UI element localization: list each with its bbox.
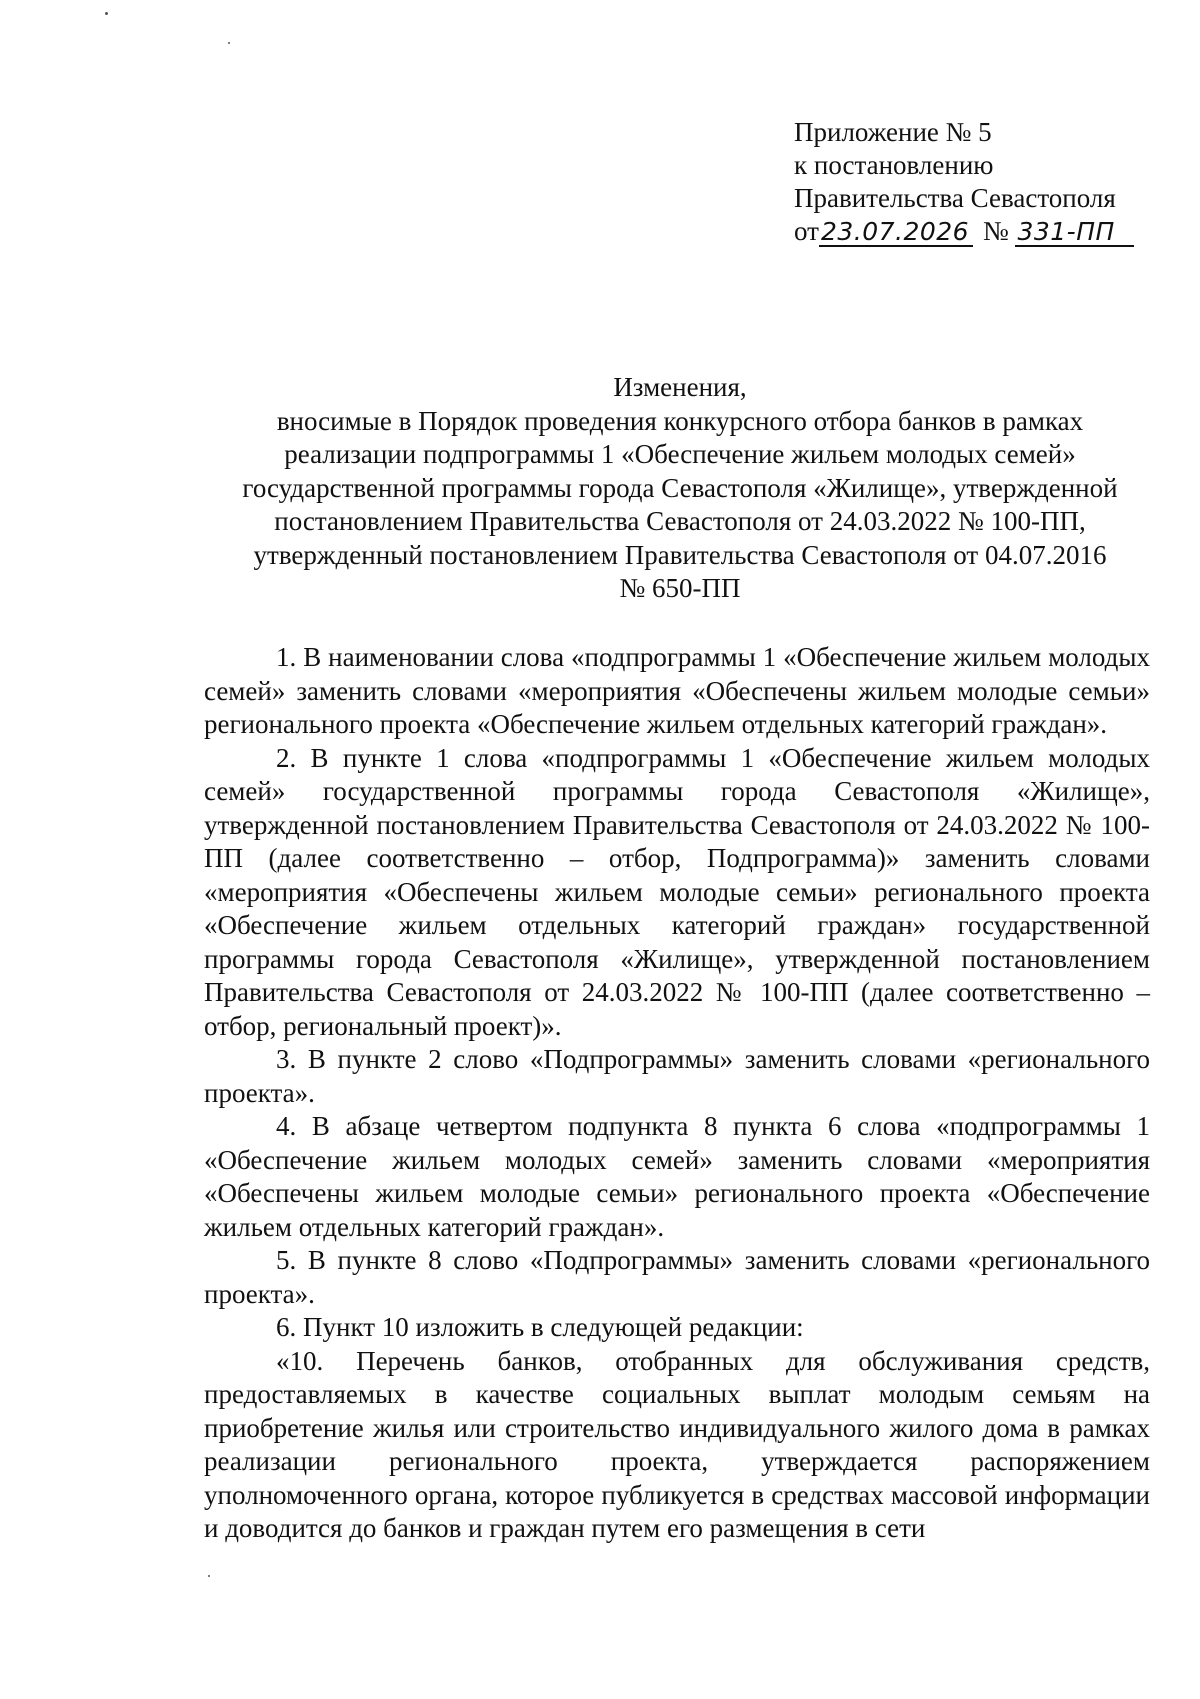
number-prefix: № xyxy=(982,216,1009,246)
appendix-title: Приложение № 5 xyxy=(794,117,992,147)
paragraph-item: 2. В пункте 1 слова «подпрограммы 1 «Обеспечение жильем молодых семей» государственной программы города Севастополя «Жилище», утвержденной постановлением Правительства Севастополя от 24.03.2022 № 100-ПП (далее соответственно – отбор, Подпрограмма)» заменить словами «мероприятия «Обеспечены жильем молодые семьи» регионального проекта «Обеспечение жильем отдельных категорий граждан» государственной программы города Севастополя «Жилище», утвержденной постановлением Правительства Севастополя от 24.03.2022 № 100-ПП (далее соответственно – отбор, региональный проект)». xyxy=(204,742,1150,1041)
title-heading: Изменения, xyxy=(613,372,747,402)
handwritten-number: 331-ПП xyxy=(1015,219,1134,247)
paragraph-item: 5. В пункте 8 слово «Подпрограммы» заменить словами «регионального проекта». xyxy=(204,1245,1150,1309)
appendix-reference: к постановлению xyxy=(794,150,994,180)
appendix-date-number-line xyxy=(794,215,1174,248)
paragraph-item: 3. В пункте 2 слово «Подпрограммы» заменить словами «регионального проекта». xyxy=(204,1044,1150,1108)
paragraph-item: 1. В наименовании слова «подпрограммы 1 «Обеспечение жильем молодых семей» заменить словами «мероприятия «Обеспечены жильем молодые семьи» регионального проекта «Обеспечение жильем отдельных категорий граждан». xyxy=(204,642,1150,739)
appendix-authority: Правительства Севастополя xyxy=(794,183,1116,213)
paragraph-item: 4. В абзаце четвертом подпункта 8 пункта 6 слова «подпрограммы 1 «Обеспечение жильем молодых семей» заменить словами «мероприятия «Обеспечены жильем молодые семьи» регионального проекта «Обеспечение жильем отдельных категорий граждан». xyxy=(204,1111,1150,1242)
appendix-block xyxy=(794,116,1174,248)
scan-speck xyxy=(228,42,230,44)
scan-speck xyxy=(105,12,108,15)
document-body xyxy=(204,641,1150,1546)
scan-speck xyxy=(208,1575,210,1577)
document-title xyxy=(200,371,1160,606)
paragraph-item: 6. Пункт 10 изложить в следующей редакции: xyxy=(276,1312,804,1342)
date-prefix: от xyxy=(794,216,819,246)
paragraph-item: «10. Перечень банков, отобранных для обслуживания средств, предоставляемых в качестве социальных выплат молодым семьям на приобретение жилья или строительство индивидуального жилого дома в рамках реализации регионального проекта, утверждается распоряжением уполномоченного органа, которое публикуется в средствах массовой информации и доводится до банков и граждан путем его размещения в сети xyxy=(204,1345,1150,1543)
title-subtitle: вносимые в Порядок проведения конкурсного отбора банков в рамках реализации подпрограммы 1 «Обеспечение жильем молодых семей» государственной программы города Севастополя «Жилище», утвержденной постановлением Правительства Севастополя от 24.03.2022 № 100-ПП, утвержденный постановлением Правительства Севастополя от 04.07.2016 № 650-ПП xyxy=(242,405,1118,603)
handwritten-date: 23.07.2026 xyxy=(819,219,973,247)
